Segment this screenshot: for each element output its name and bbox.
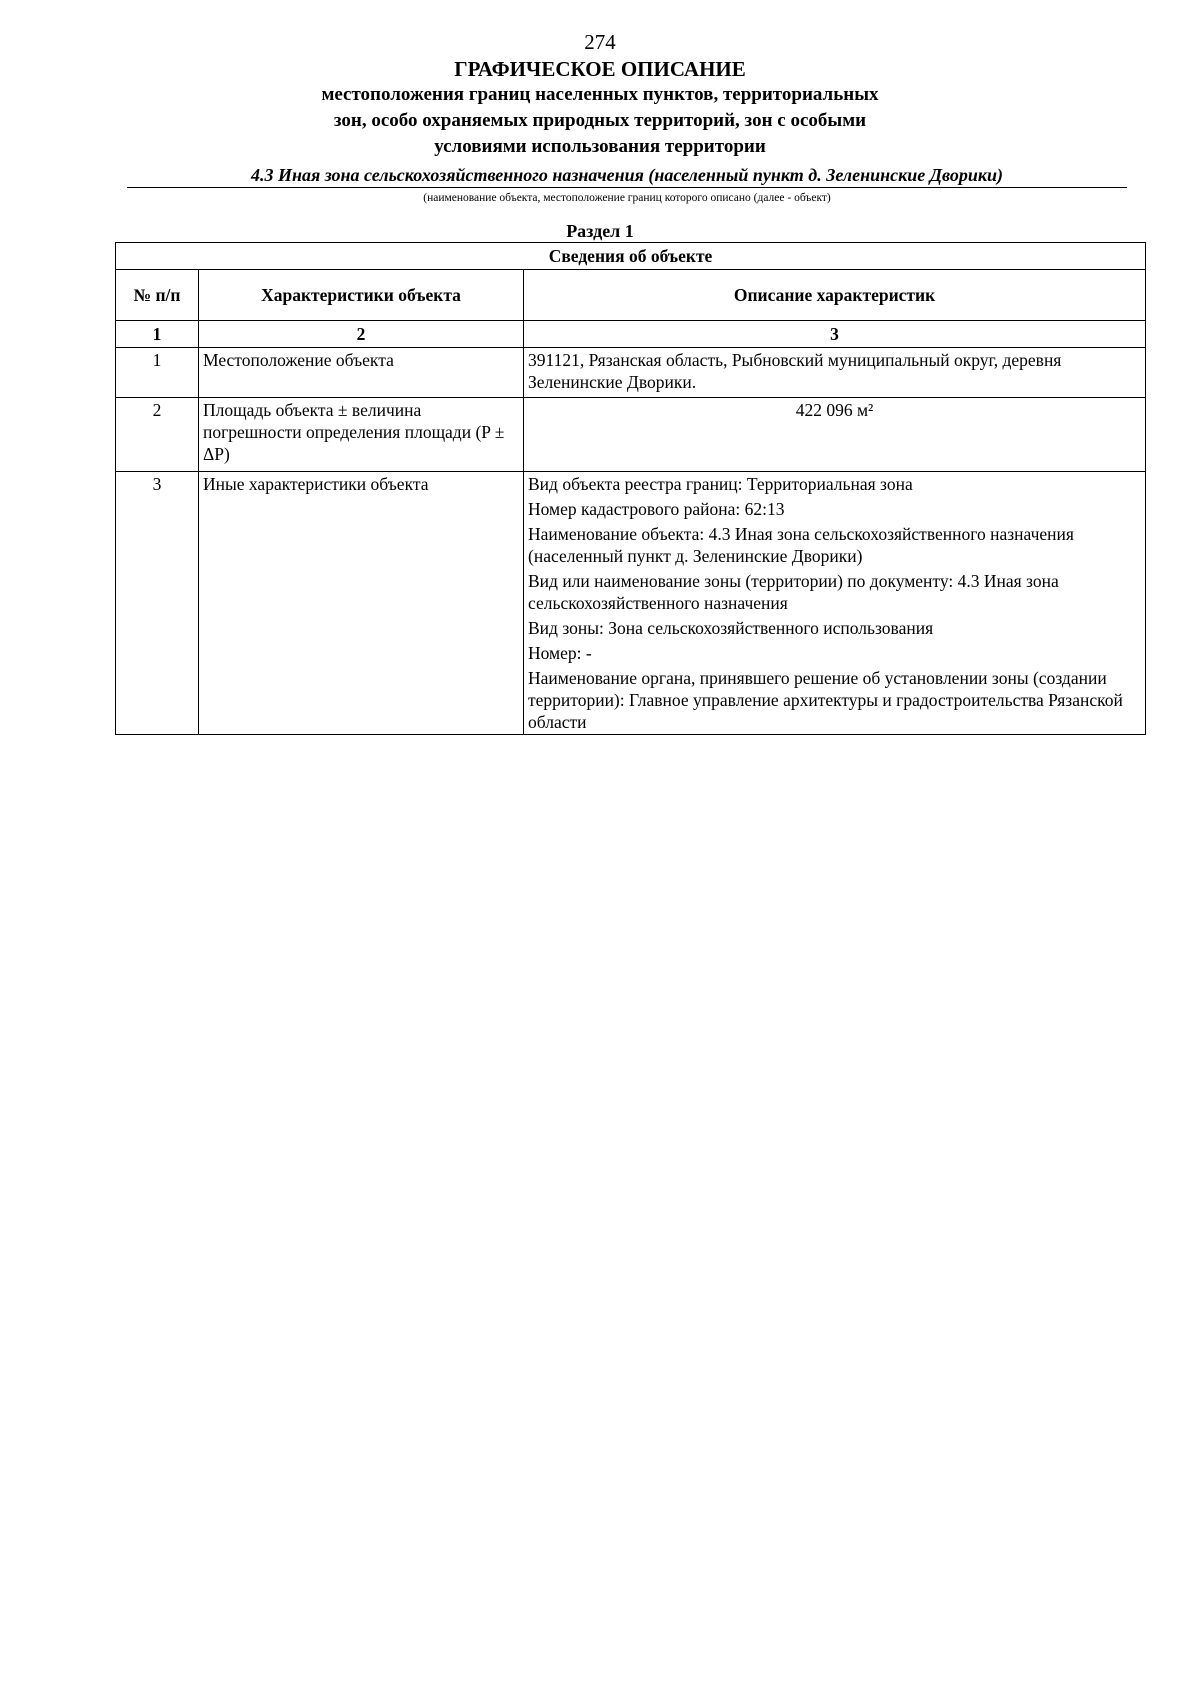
table-header-row	[116, 270, 1146, 321]
description-line: Номер кадастрового района: 62:13	[528, 499, 785, 519]
row-description	[524, 398, 1146, 472]
table-row	[116, 472, 1146, 735]
column-header-description: Описание характеристик	[524, 270, 1146, 321]
description-line: 391121, Рязанская область, Рыбновский муниципальный округ, деревня Зеленинские Дворики.	[528, 350, 1062, 392]
subtitle-line: зон, особо охраняемых природных территорий, зон с особыми	[333, 110, 867, 131]
row-characteristic: Иные характеристики объекта	[199, 472, 524, 735]
object-underline	[127, 187, 1127, 188]
page-number: 274	[584, 30, 616, 54]
column-header-characteristic: Характеристики объекта	[199, 270, 524, 321]
table-caption-row	[116, 243, 1146, 270]
column-number: 1	[116, 321, 199, 348]
description-line: Наименование органа, принявшего решение об установлении зоны (создании территории): Главное управление архитектуры и градостроительства Рязанской области	[528, 668, 1123, 732]
document-title: ГРАФИЧЕСКОЕ ОПИСАНИЕ	[454, 57, 746, 81]
column-number: 2	[199, 321, 524, 348]
description-line: Наименование объекта: 4.3 Иная зона сельскохозяйственного назначения (населенный пункт д. Зеленинские Дворики)	[528, 524, 1074, 566]
description-line: Вид или наименование зоны (территории) по документу: 4.3 Иная зона сельскохозяйственного назначения	[528, 571, 1059, 613]
table-caption: Сведения об объекте	[116, 243, 1146, 270]
object-note: (наименование объекта, местоположение границ которого описано (далее - объект)	[423, 192, 831, 204]
object-name: 4.3 Иная зона сельскохозяйственного назначения (населенный пункт д. Зеленинские Дворики)	[251, 165, 1003, 185]
table-row	[116, 348, 1146, 398]
column-header-number: № п/п	[116, 270, 199, 321]
subtitle-line: условиями использования территории	[434, 136, 766, 157]
row-number: 2	[116, 398, 199, 472]
row-characteristic: Местоположение объекта	[199, 348, 524, 398]
column-number: 3	[524, 321, 1146, 348]
document-subtitle	[220, 82, 980, 160]
object-info-table	[115, 242, 1146, 735]
description-line: Вид зоны: Зона сельскохозяйственного использования	[528, 618, 934, 638]
document-header	[0, 56, 1200, 160]
section-title: Раздел 1	[566, 221, 634, 241]
area-value: 422 096 м²	[795, 400, 874, 420]
subtitle-line: местоположения границ населенных пунктов, территориальных	[321, 84, 879, 105]
row-description	[524, 348, 1146, 398]
column-number-row	[116, 321, 1146, 348]
description-line: Номер: -	[528, 643, 592, 663]
description-line: Вид объекта реестра границ: Территориальная зона	[528, 474, 913, 494]
row-description	[524, 472, 1146, 735]
table-row	[116, 398, 1146, 472]
row-characteristic: Площадь объекта ± величина погрешности определения площади (P ± ΔP)	[199, 398, 524, 472]
row-number: 1	[116, 348, 199, 398]
row-number: 3	[116, 472, 199, 735]
